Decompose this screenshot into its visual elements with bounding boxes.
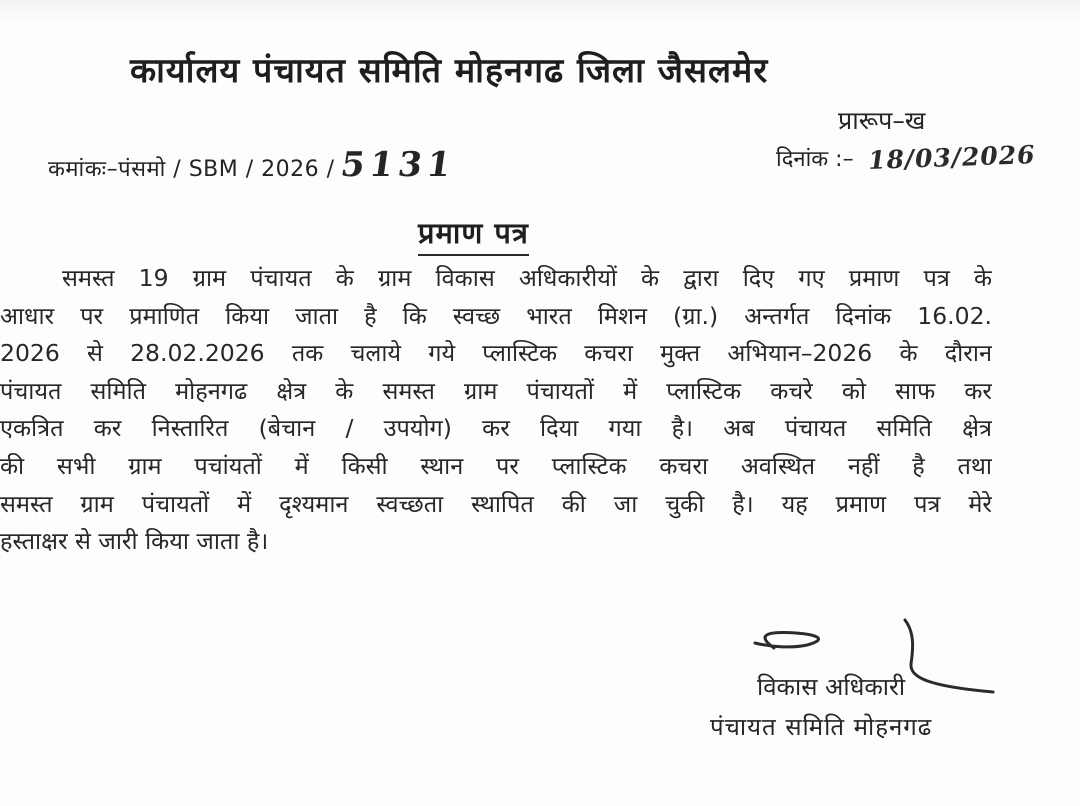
signer-designation: विकास अधिकारी xyxy=(757,673,906,701)
certificate-line: की सभी ग्राम पचांयतों में किसी स्थान पर प्लास्टिक कचरा अवस्थित नहीं है तथा xyxy=(0,451,992,480)
certificate-body xyxy=(0,260,992,561)
signature-block xyxy=(700,616,1030,766)
date-line xyxy=(776,139,1038,183)
page-shadow-edge xyxy=(0,0,1080,22)
certificate-line: 2026 से 28.02.2026 तक चलाये गये प्लास्टिक कचरा मुक्त अभियान–2026 के दौरान xyxy=(0,339,992,368)
certificate-line: आधार पर प्रमाणित किया जाता है कि स्वच्छ भारत मिशन (ग्रा.) अन्तर्गत दिनांक 16.02. xyxy=(0,301,992,330)
signer-office: पंचायत समिति मोहनगढ xyxy=(710,713,933,741)
certificate-line: पंचायत समिति मोहनगढ क्षेत्र के समस्त ग्राम पंचायतों में प्लास्टिक कचरे को साफ कर xyxy=(0,376,992,405)
certificate-line: समस्त 19 ग्राम पंचायत के ग्राम विकास अधिकारीयों के द्वारा दिए गए प्रमाण पत्र के xyxy=(62,264,992,292)
certificate-line: समस्त ग्राम पंचायतों में दृश्यमान स्वच्छता स्थापित की जा चुकी है। यह प्रमाण पत्र मेरे xyxy=(0,489,992,518)
format-label: प्रारूप–ख xyxy=(838,106,926,135)
reference-printed-text: कमांकः–पंसमो / SBM / 2026 / xyxy=(48,157,335,182)
office-title: कार्यालय पंचायत समिति मोहनगढ जिला जैसलमेर xyxy=(130,51,769,91)
certificate-line: हस्ताक्षर से जारी किया जाता है। xyxy=(0,527,269,556)
certificate-line: एकत्रित कर निस्तारित (बेचान / उपयोग) कर दिया गया है। अब पंचायत समिति क्षेत्र xyxy=(0,414,992,443)
certificate-title: प्रमाण पत्र xyxy=(418,213,529,256)
reference-number-handwritten: 5131 xyxy=(337,145,458,185)
reference-line xyxy=(48,145,458,185)
date-label: दिनांक :– xyxy=(776,147,854,172)
date-handwritten: 18/03/2026 xyxy=(865,139,1038,176)
